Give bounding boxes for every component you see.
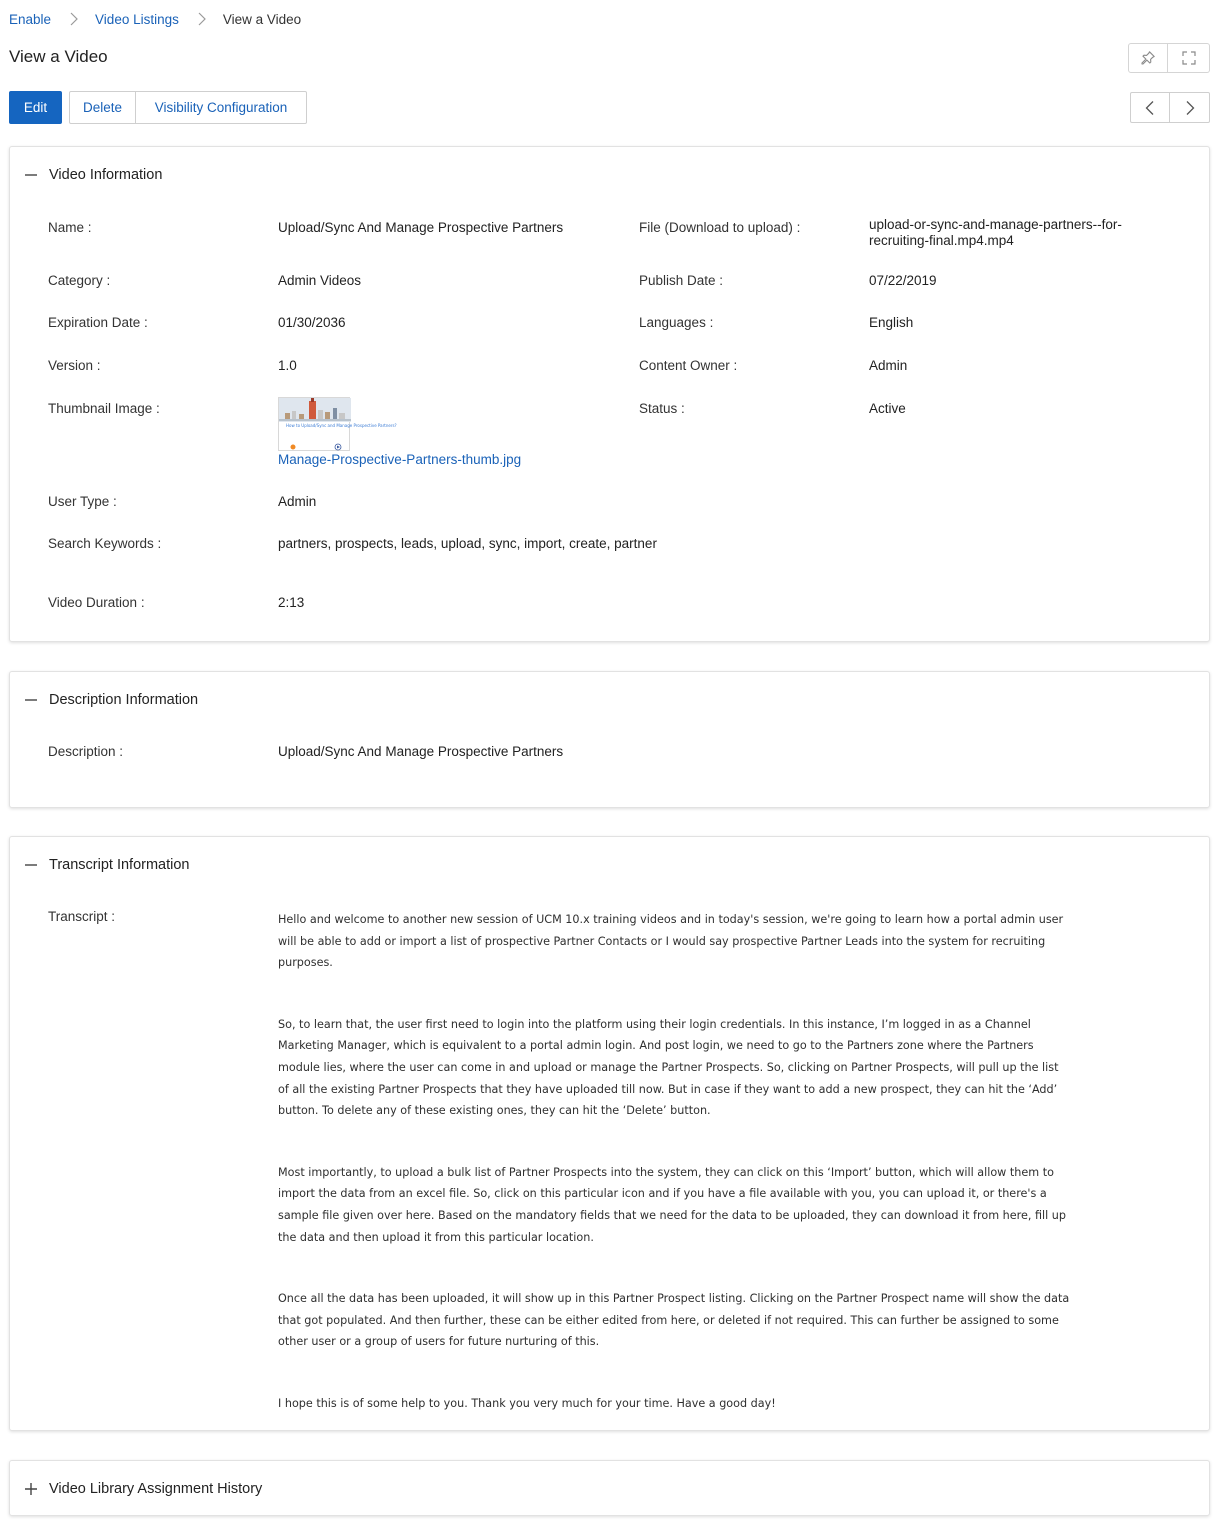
next-record-button[interactable] — [1170, 92, 1210, 123]
breadcrumb-item-enable[interactable]: Enable — [9, 11, 52, 27]
category-label: Category : — [48, 273, 111, 288]
action-bar — [9, 91, 307, 124]
user-type-label: User Type : — [48, 494, 117, 509]
category-link[interactable]: Admin Videos — [278, 273, 362, 288]
languages-label: Languages : — [639, 315, 714, 330]
chevron-right-icon — [194, 11, 210, 27]
version-value: 1.0 — [278, 358, 297, 373]
name-label: Name : — [48, 220, 92, 235]
expand-plus-icon[interactable] — [24, 1482, 38, 1496]
transcript-paragraph: Most importantly, to upload a bulk list of Partner Prospects into the system, they can click on this ‘Import’ button, which will allow them to import the data from an excel file. So, click on this particular icon and if you have a file available with you, you can upload it, or there's a sample file given over here. Based on the mandatory fields that we need for the data to be uploaded, they can download it from here, fill up the data and then upload it from this particular location. — [278, 1165, 1066, 1244]
transcript-information-panel — [9, 836, 1210, 1431]
thumbnail-caption: How to Upload/Sync and Manage Prospective Partners? — [286, 423, 397, 428]
status-value: Active — [869, 401, 906, 416]
thumbnail-file-link[interactable]: Manage-Prospective-Partners-thumb.jpg — [278, 452, 522, 467]
video-information-header[interactable] — [24, 165, 162, 185]
chevron-left-icon — [1142, 100, 1158, 116]
pin-icon — [1140, 50, 1156, 66]
status-label: Status : — [639, 401, 685, 416]
panel-title: Video Library Assignment History — [49, 1481, 263, 1497]
transcript-paragraph: Once all the data has been uploaded, it will show up in this Partner Prospect listing. Clicking on the Partner Prospect name will show the data that got populated. And then further, these can be either edited from here, or deleted if not required. This can further be assigned to some other user or a group of users for future nurturing of this. — [278, 1292, 1070, 1349]
user-type-value: Admin — [278, 494, 317, 509]
pin-button[interactable] — [1128, 43, 1168, 73]
publish-date-label: Publish Date : — [639, 273, 724, 288]
file-download-link[interactable]: upload-or-sync-and-manage-partners--for-recruiting-final.mp4.mp4 — [869, 217, 1122, 248]
file-label: File (Download to upload) : — [639, 220, 801, 235]
collapse-icon[interactable] — [24, 168, 38, 182]
breadcrumb-current: View a Video — [222, 11, 302, 27]
panel-title: Transcript Information — [49, 857, 190, 873]
panel-title: Video Information — [49, 167, 163, 183]
delete-button[interactable]: Delete — [69, 91, 136, 124]
content-owner-value: Admin — [869, 358, 908, 373]
visibility-configuration-button[interactable]: Visibility Configuration — [136, 91, 307, 124]
expiration-date-label: Expiration Date : — [48, 315, 148, 330]
expiration-date-value: 01/30/2036 — [278, 315, 346, 330]
video-information-panel — [9, 146, 1210, 642]
publish-date-value: 07/22/2019 — [869, 273, 937, 288]
collapse-icon[interactable] — [24, 858, 38, 872]
expand-icon — [1181, 50, 1197, 66]
version-label: Version : — [48, 358, 101, 373]
video-duration-label: Video Duration : — [48, 595, 145, 610]
expand-button[interactable] — [1168, 43, 1210, 73]
collapse-icon[interactable] — [24, 693, 38, 707]
panel-title: Description Information — [49, 692, 199, 708]
description-label: Description : — [48, 744, 124, 759]
transcript-paragraph: So, to learn that, the user first need to login into the platform using their login credentials. In this instance, I’m logged in as a Channel Marketing Manager, which is equivalent to a portal admin login. And post login, we need to go to the Partners zone where the Partners module lies, where the user can come in and upload or manage the Partner Prospects. So, clicking on Partner Prospects, will pull up the list of all the existing Partner Prospects that they have uploaded till now. But in case if they want to add a new prospect, they can hit the ‘Add’ button. To delete any of these existing ones, they can hit the ‘Delete’ button. — [278, 1017, 1059, 1118]
thumbnail-image-label: Thumbnail Image : — [48, 401, 160, 416]
thumbnail-illustration — [279, 398, 397, 452]
page-title: View a Video — [9, 47, 108, 66]
video-duration-value: 2:13 — [278, 595, 305, 610]
description-information-panel — [9, 671, 1210, 808]
previous-record-button[interactable] — [1130, 92, 1170, 123]
transcript-label: Transcript : — [48, 909, 116, 924]
chevron-right-icon — [1182, 100, 1198, 116]
description-information-header[interactable] — [24, 690, 198, 710]
transcript-text — [278, 909, 1070, 1455]
breadcrumb-item-video-listings[interactable]: Video Listings — [95, 11, 179, 27]
search-keywords-value: partners, prospects, leads, upload, sync, import, create, partner — [278, 536, 657, 551]
chevron-right-icon — [66, 11, 82, 27]
assignment-history-header[interactable] — [24, 1479, 262, 1499]
languages-value: English — [869, 315, 914, 330]
transcript-paragraph: Hello and welcome to another new session of UCM 10.x training videos and in today's session, we're going to learn how a portal admin user will be able to add or import a list of prospective Partner Contacts or I would say prospective Partner Leads into the system for recruiting purposes. — [278, 913, 1064, 970]
thumbnail-image[interactable] — [278, 397, 397, 451]
edit-button[interactable]: Edit — [9, 91, 62, 124]
search-keywords-label: Search Keywords : — [48, 536, 162, 551]
transcript-paragraph: I hope this is of some help to you. Thank you very much for your time. Have a good day! — [278, 1396, 776, 1410]
description-value: Upload/Sync And Manage Prospective Partners — [278, 744, 564, 759]
name-value: Upload/Sync And Manage Prospective Partners — [278, 220, 564, 235]
transcript-information-header[interactable] — [24, 855, 189, 875]
assignment-history-panel — [9, 1460, 1210, 1516]
breadcrumb — [9, 10, 301, 28]
content-owner-label: Content Owner : — [639, 358, 738, 373]
